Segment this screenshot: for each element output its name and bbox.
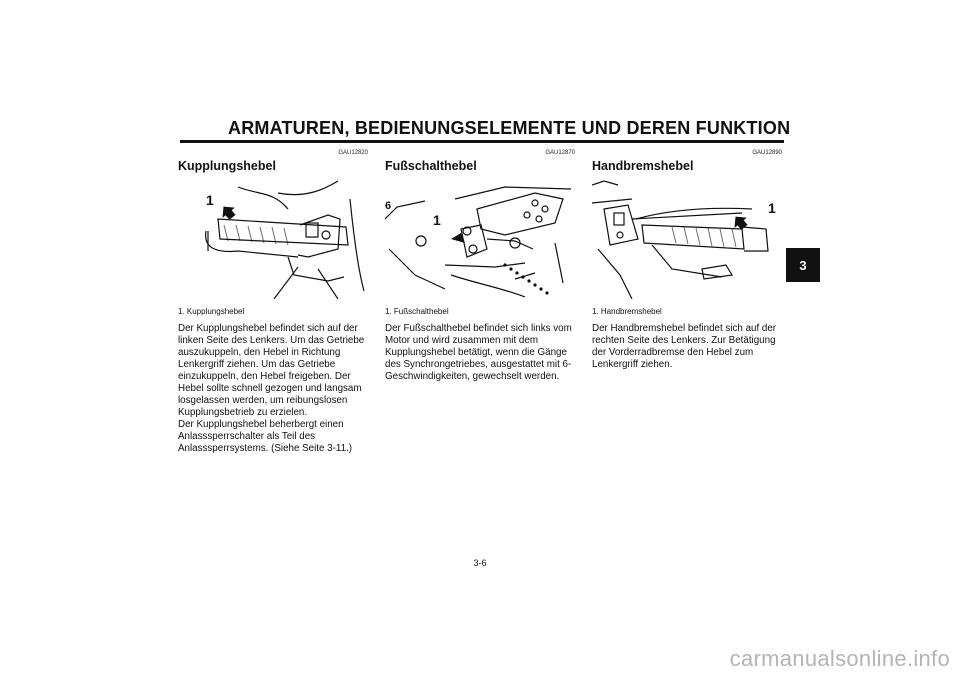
figure-caption: 1. Fußschalthebel bbox=[385, 307, 449, 316]
section-body bbox=[178, 323, 368, 455]
shift-pedal-illustration bbox=[385, 179, 575, 299]
gear-mark: 6 bbox=[385, 200, 392, 212]
body-paragraph: Der Kupplungshebel beherbergt einen Anlasssperrschalter als Teil des Anlasssperrsystems. (Siehe Seite 3-11.) bbox=[178, 419, 353, 454]
section-brake-lever bbox=[592, 150, 782, 371]
section-body bbox=[592, 323, 782, 371]
section-heading: Handbremshebel bbox=[592, 159, 694, 173]
figure-caption: 1. Kupplungshebel bbox=[178, 307, 245, 316]
body-paragraph: Der Fußschalthebel befindet sich links vom Motor und wird zusammen mit dem Kupplungshebel betätigt, wenn die Gänge des Synchrongetriebes, ausgestattet mit 6-Geschwindigkeiten, gewechselt werden. bbox=[385, 323, 572, 382]
brake-lever-illustration bbox=[592, 179, 782, 299]
section-shift-pedal bbox=[385, 150, 575, 383]
section-code: GAU12820 bbox=[338, 150, 368, 156]
section-heading: Fußschalthebel bbox=[385, 159, 477, 173]
section-body bbox=[385, 323, 575, 383]
shift-pedal-figure bbox=[385, 179, 575, 299]
clutch-lever-figure bbox=[178, 179, 368, 299]
clutch-lever-illustration bbox=[178, 179, 368, 299]
chapter-tab[interactable]: 3 bbox=[786, 248, 820, 282]
section-code: GAU12890 bbox=[752, 150, 782, 156]
section-clutch-lever bbox=[178, 150, 368, 455]
section-code: GAU12870 bbox=[545, 150, 575, 156]
brake-lever-figure bbox=[592, 179, 782, 299]
watermark: carmanualsonline.info bbox=[729, 646, 950, 671]
figure-callout-label: 1 bbox=[768, 200, 776, 216]
figure-callout-label: 1 bbox=[206, 192, 214, 208]
header-rule bbox=[180, 140, 784, 143]
body-paragraph: Der Kupplungshebel befindet sich auf der linken Seite des Lenkers. Um das Getriebe auszukuppeln, den Hebel in Richtung Lenkergriff ziehen. Um das Getriebe einzukuppeln, den Hebel freigeben. Der Hebel sollte schnell gezogen und langsam losgelassen werden, um reibungslosen Kupplungsbetrieb zu erzielen. bbox=[178, 323, 365, 418]
section-heading: Kupplungshebel bbox=[178, 159, 276, 173]
figure-caption: 1. Handbremshebel bbox=[592, 307, 662, 316]
body-paragraph: Der Handbremshebel befindet sich auf der rechten Seite des Lenkers. Zur Betätigung der Vorderradbremse den Hebel zum Lenkergriff ziehen. bbox=[592, 323, 777, 370]
page-header-title: ARMATUREN, BEDIENUNGSELEMENTE UND DEREN FUNKTION bbox=[228, 118, 791, 138]
figure-callout-label: 1 bbox=[433, 212, 441, 228]
page-number: 3-6 bbox=[473, 558, 487, 568]
